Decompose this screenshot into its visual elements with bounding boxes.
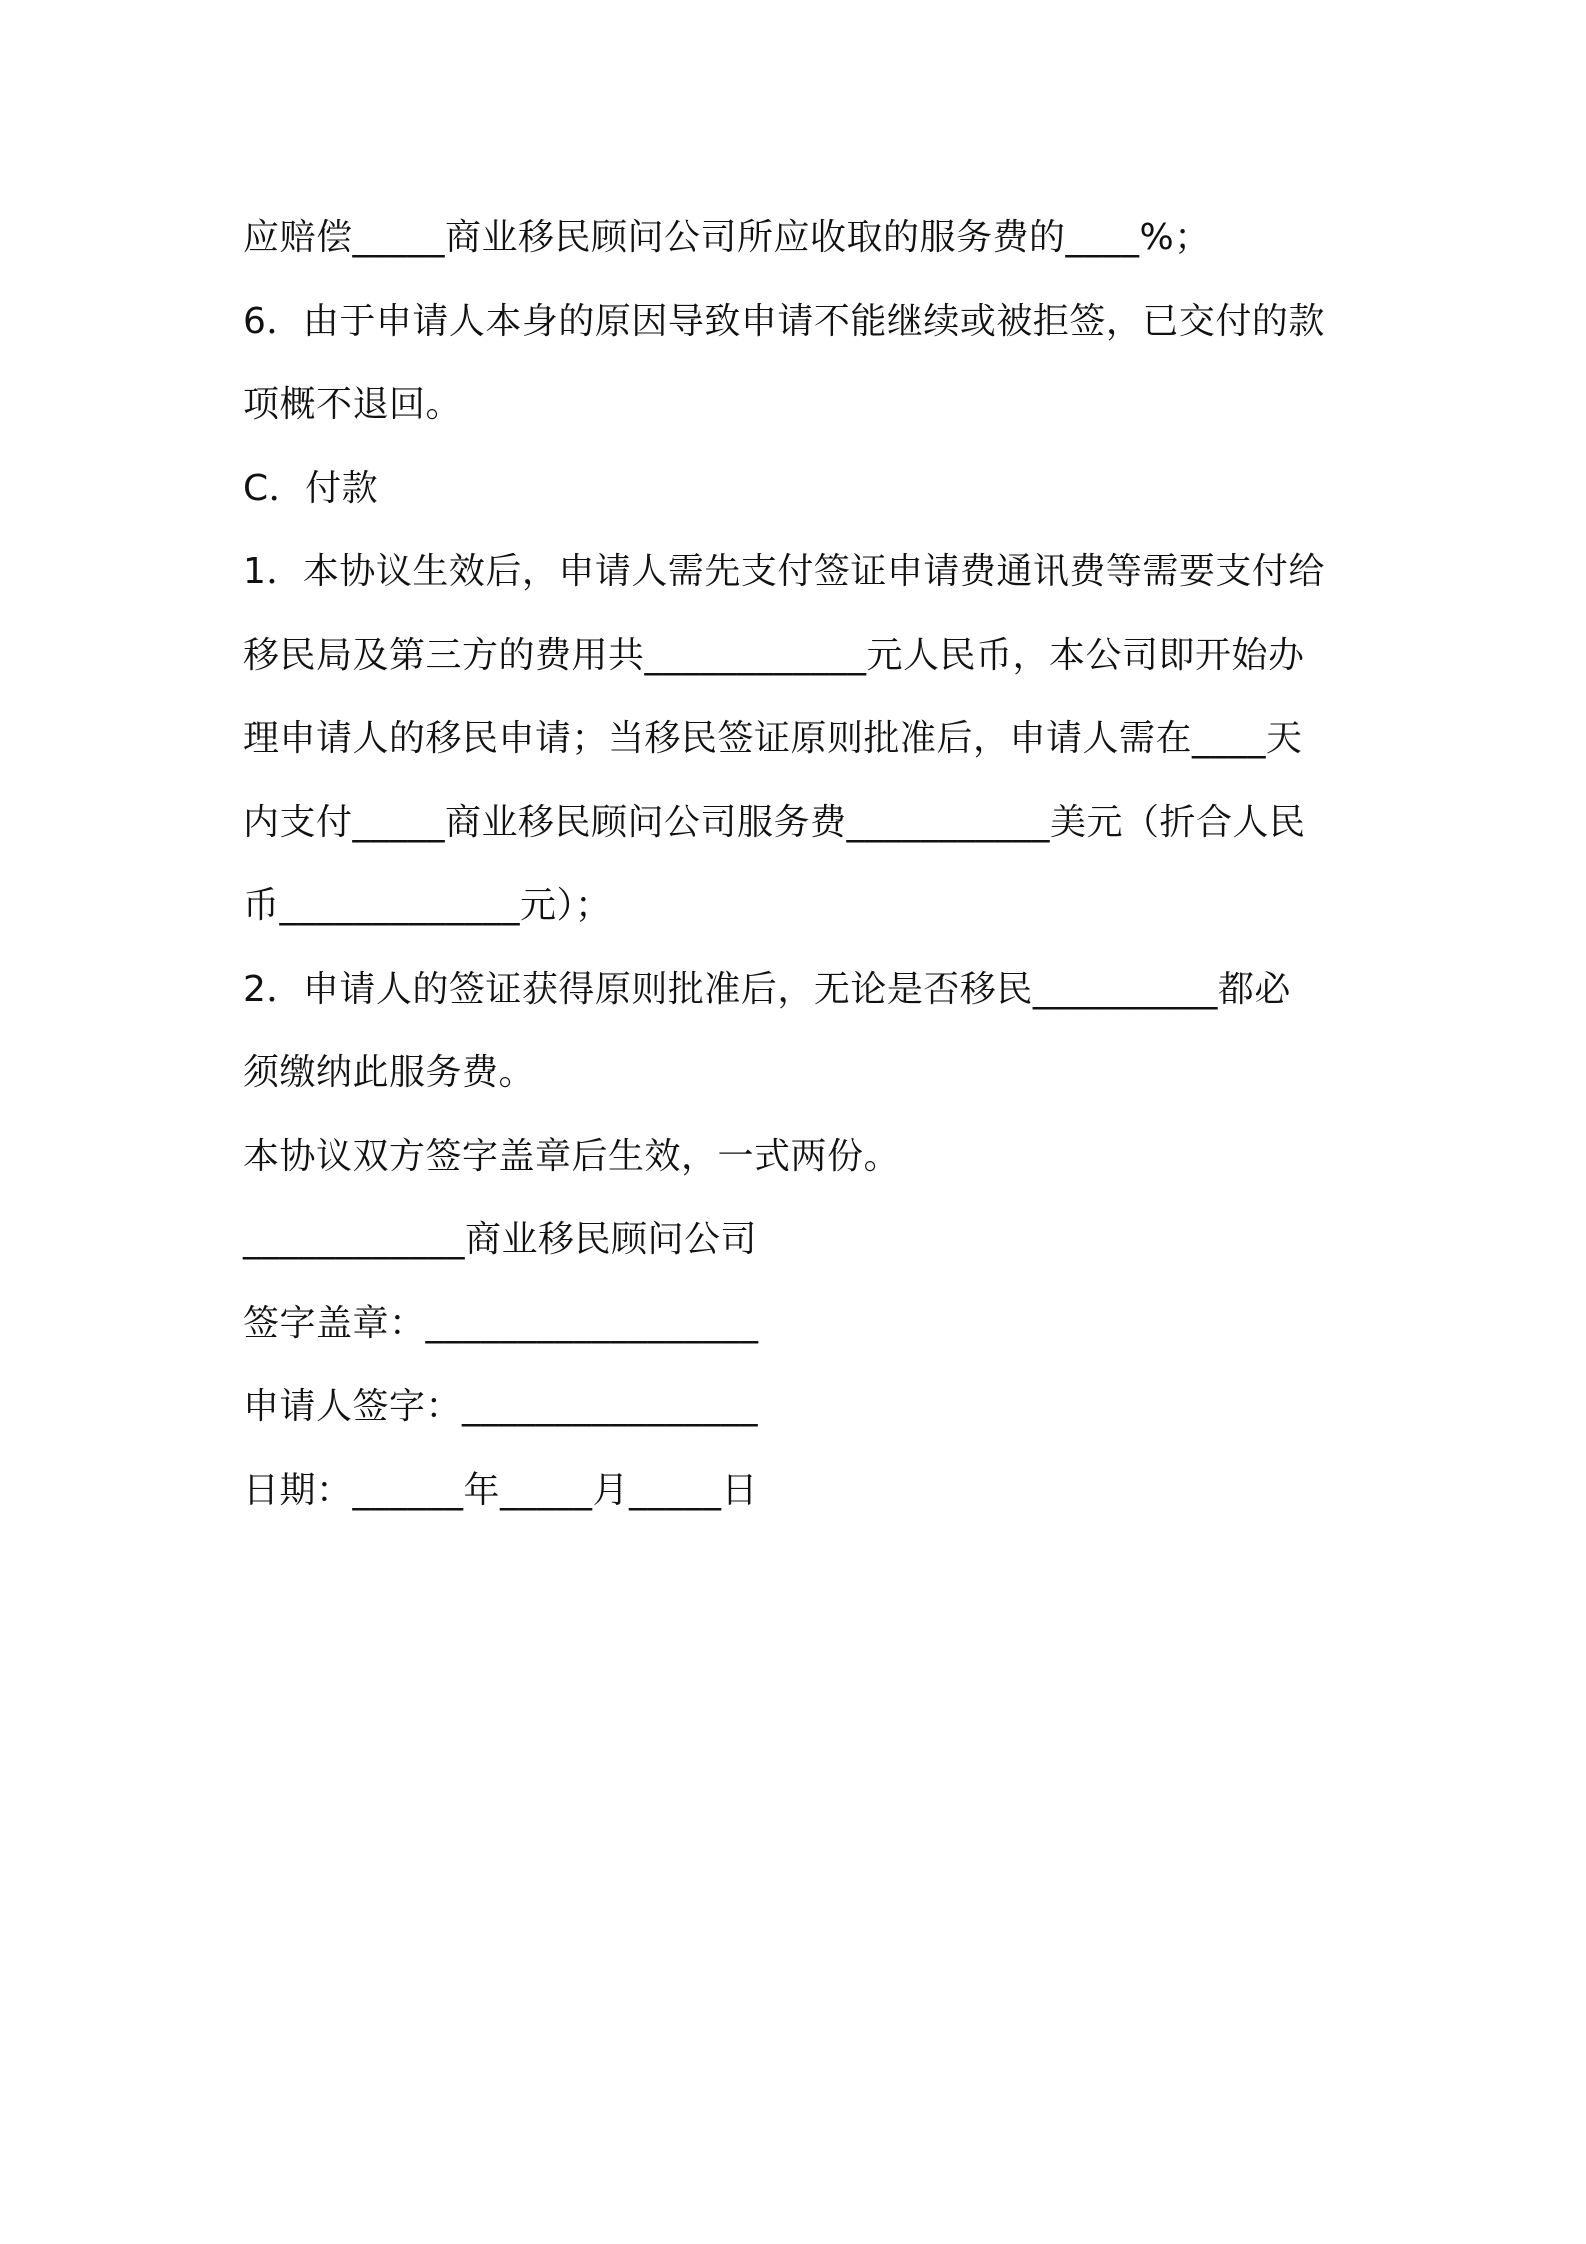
clause-6-line-1: 6．由于申请人本身的原因导致申请不能继续或被拒签，已交付的款: [243, 300, 1325, 342]
clause-6-line-2: 项概不退回。: [243, 384, 463, 425]
effective-clause: 本协议双方签字盖章后生效，一式两份。: [243, 1135, 901, 1177]
section-c-heading: C．付款: [243, 467, 379, 509]
date-line: 日期：______年_____月_____日: [243, 1469, 759, 1511]
clause-5-continuation: 应赔偿_____商业移民顾问公司所应收取的服务费的____%；: [243, 217, 1211, 258]
payment-clause-1-line-2: 移民局及第三方的费用共____________元人民币，本公司即开始办: [243, 634, 1305, 676]
payment-clause-2-line-1: 2．申请人的签证获得原则批准后，无论是否移民__________都必: [243, 968, 1291, 1010]
company-signature-line: ____________商业移民顾问公司: [243, 1219, 758, 1260]
seal-signature-line: 签字盖章：__________________: [243, 1302, 759, 1344]
document-body: [243, 196, 1363, 1532]
payment-clause-1-line-4: 内支付_____商业移民顾问公司服务费___________美元（折合人民: [243, 801, 1306, 843]
payment-clause-1-line-1: 1．本协议生效后，申请人需先支付签证申请费通讯费等需要支付给: [243, 551, 1325, 592]
payment-clause-1-line-5: 币_____________元）；: [243, 885, 612, 926]
applicant-signature-line: 申请人签字：________________: [243, 1386, 759, 1427]
payment-clause-2-line-2: 须缴纳此服务费。: [243, 1052, 536, 1093]
payment-clause-1-line-3: 理申请人的移民申请；当移民签证原则批准后，申请人需在____天: [243, 718, 1303, 759]
